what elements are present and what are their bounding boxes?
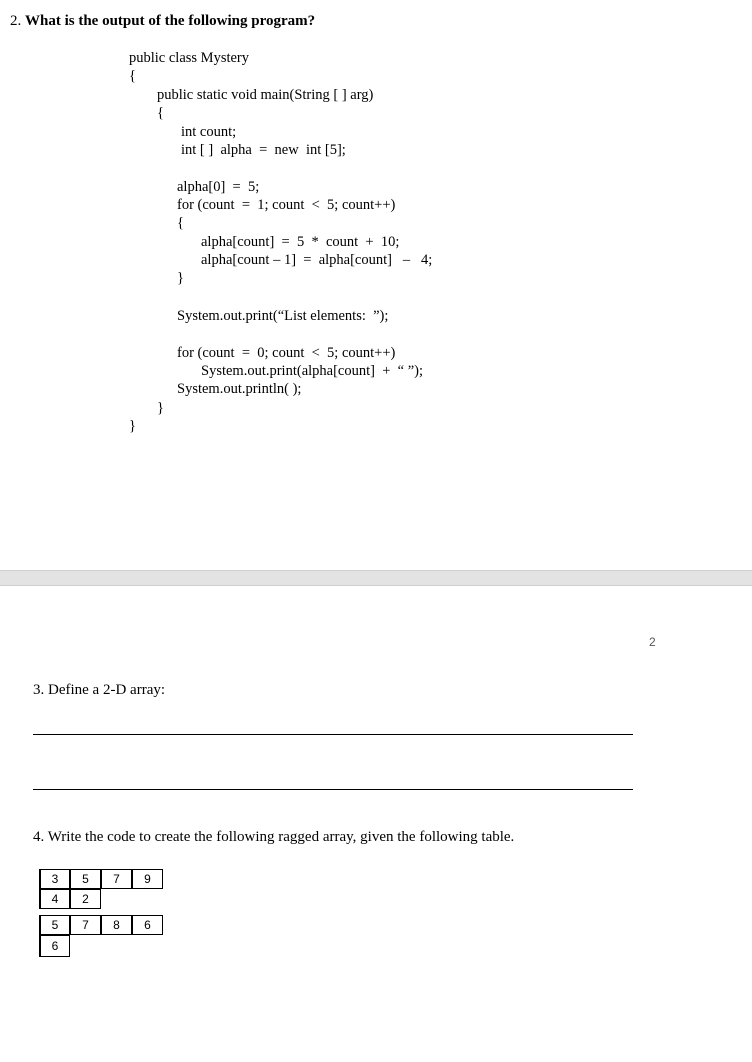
code-line: alpha[count] = 5 * count + 10; — [201, 234, 400, 250]
code-line: System.out.print(alpha[count] + “ ”); — [201, 363, 423, 379]
code-line: int [ ] alpha = new int [5]; — [181, 142, 346, 158]
code-line: public static void main(String [ ] arg) — [157, 87, 374, 103]
table-cell: 5 — [70, 869, 101, 889]
code-line: alpha[count – 1] = alpha[count] – 4; — [201, 252, 433, 268]
code-line: System.out.println( ); — [177, 381, 302, 397]
table-cell: 7 — [101, 869, 132, 889]
code-line: { — [157, 105, 164, 121]
answer-line — [33, 734, 633, 735]
question-4: 4. Write the code to create the following ragged array, given the following table. — [33, 829, 515, 845]
question-2-number: 2. — [10, 13, 22, 29]
question-3: 3. Define a 2-D array: — [33, 682, 166, 698]
code-line: } — [129, 418, 136, 434]
table-cell: 7 — [70, 915, 101, 935]
answer-line — [33, 789, 633, 790]
table-cell: 8 — [101, 915, 132, 935]
page-number: 2 — [649, 635, 656, 649]
table-cell: 2 — [70, 889, 101, 909]
question-2-text: What is the output of the following program? — [25, 13, 316, 29]
code-line: { — [177, 215, 184, 231]
table-cell: 5 — [39, 915, 70, 935]
code-line: int count; — [181, 124, 237, 140]
page-separator — [0, 570, 752, 586]
code-line: } — [157, 400, 164, 416]
question-2 — [10, 14, 315, 29]
code-line: for (count = 0; count < 5; count++) — [177, 345, 396, 361]
code-line: System.out.print(“List elements: ”); — [177, 308, 389, 324]
table-cell: 6 — [39, 935, 70, 957]
code-line: alpha[0] = 5; — [177, 179, 260, 195]
table-cell: 3 — [39, 869, 70, 889]
table-cell: 9 — [132, 869, 163, 889]
code-line: } — [177, 270, 184, 286]
table-cell: 4 — [39, 889, 70, 909]
code-line: for (count = 1; count < 5; count++) — [177, 197, 396, 213]
code-line: public class Mystery — [129, 50, 250, 66]
table-cell: 6 — [132, 915, 163, 935]
code-line: { — [129, 68, 136, 84]
